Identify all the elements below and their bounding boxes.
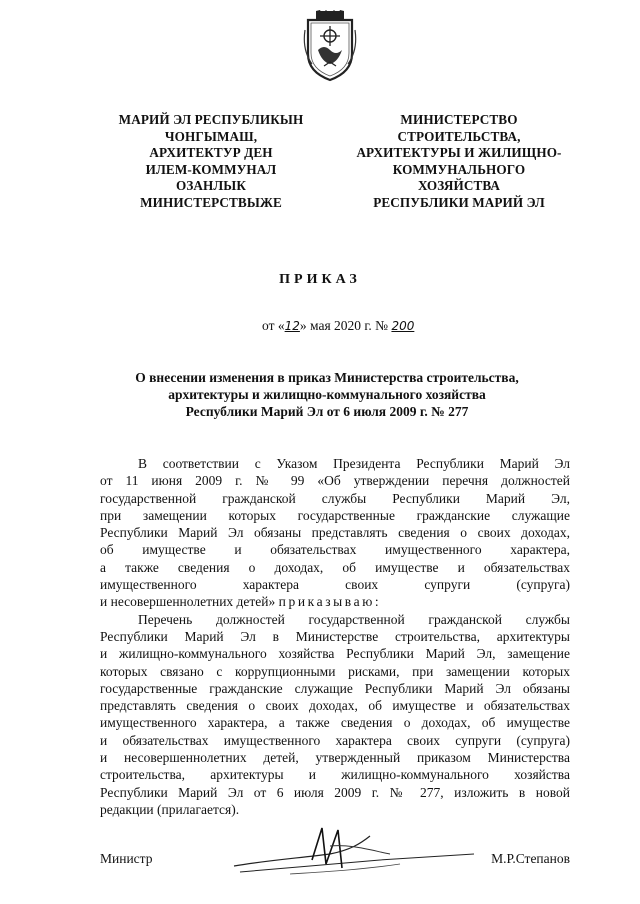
subject-line: Республики Марий Эл от 6 июля 2009 г. № 277: [185, 404, 469, 419]
body-line: [100, 593, 570, 610]
body-line: об имуществе и обязательствах имущественного характера,: [100, 542, 570, 558]
body-line: и обязательствах имущественного характера своих супруги (супруга): [100, 732, 570, 748]
header-left-line: МИНИСТЕРСТВЫЖЕ: [140, 194, 282, 210]
header-left-line: АРХИТЕКТУР ДЕН: [149, 145, 273, 161]
coat-of-arms-icon: [302, 10, 358, 82]
signatory-position: Министр: [100, 851, 153, 866]
header-left-line: ИЛЕМ-КОММУНАЛ: [145, 161, 277, 177]
subject-line: архитектуры и жилищно-коммунального хозяйства: [168, 387, 486, 402]
body-line: и несовершеннолетних детей, утвержденный приказом Министерства: [100, 750, 570, 766]
order-title: ПРИКАЗ: [279, 272, 361, 287]
order-body: [100, 455, 570, 818]
header-left-line: МАРИЙ ЭЛ РЕСПУБЛИКЫН: [118, 112, 304, 127]
header-right-line: ХОЗЯЙСТВА: [417, 178, 501, 194]
body-line: В соответствии с Указом Президента Республики Марий Эл: [138, 456, 570, 471]
body-line: имущественного характера своих супруги (супруга): [100, 577, 570, 593]
body-line: государственные гражданские служащие Республики Марий Эл обязаны: [100, 680, 570, 696]
header-right-line: СТРОИТЕЛЬСТВА,: [397, 128, 521, 144]
body-line: Перечень должностей государственной гражданской службы: [138, 611, 570, 627]
body-line: представлять сведения о своих доходах, об имуществе и обязательствах: [100, 698, 570, 714]
header-right-line: МИНИСТЕРСТВО: [400, 112, 518, 127]
order-command: приказываю:: [278, 594, 382, 610]
body-line: а также сведения о доходах, об имуществе и обязательствах: [100, 559, 570, 575]
body-line: редакции (прилагается).: [100, 801, 240, 817]
date-prefix: от «: [262, 318, 285, 333]
header-right-line: АРХИТЕКТУРЫ И ЖИЛИЩНО-: [356, 145, 562, 161]
body-line: Республики Марий Эл обязаны представлять сведения о своих доходах,: [100, 525, 570, 541]
header-left-line: ОЗАНЛЫК: [175, 178, 247, 194]
signatory-name: М.Р.Степанов: [491, 851, 570, 866]
header-left-line: ЧОНГЫМАШ,: [164, 128, 258, 144]
order-number: 200: [391, 319, 415, 333]
body-line: при замещении которых государственные гражданские служащие: [100, 507, 570, 523]
subject-line: О внесении изменения в приказ Министерства строительства,: [135, 370, 519, 385]
order-date-line: [262, 318, 414, 334]
body-line: Республики Марий Эл в Министерстве строительства, архитектуры: [100, 628, 570, 644]
header-right-block: [336, 112, 582, 212]
header-right-line: РЕСПУБЛИКИ МАРИЙ ЭЛ: [373, 194, 545, 210]
body-line: Республики Марий Эл от 6 июля 2009 г. № 277, изложить в новой: [100, 784, 570, 800]
body-line: от 11 июня 2009 г. № 99 «Об утверждении перечня должностей: [100, 473, 570, 489]
body-line: имущественного характера, а также сведения о доходах, об имуществе: [100, 715, 570, 731]
body-line: и жилищно-коммунального хозяйства Республики Марий Эл, замещение: [100, 646, 570, 662]
order-day: 12: [284, 319, 300, 333]
date-middle: » мая 2020 г. №: [299, 318, 389, 333]
body-line: строительства, архитектуры и жилищно-коммунального хозяйства: [100, 767, 570, 783]
body-line-text: и несовершеннолетних детей»: [100, 594, 276, 610]
header-left-block: [100, 112, 322, 212]
order-subject: [86, 369, 568, 420]
body-line: которых связано с коррупционными рисками, при замещении которых: [100, 663, 570, 679]
header-right-line: КОММУНАЛЬНОГО: [392, 161, 526, 177]
signature-block: [100, 851, 570, 871]
body-line: государственной гражданской службы Республики Марий Эл,: [100, 490, 570, 506]
